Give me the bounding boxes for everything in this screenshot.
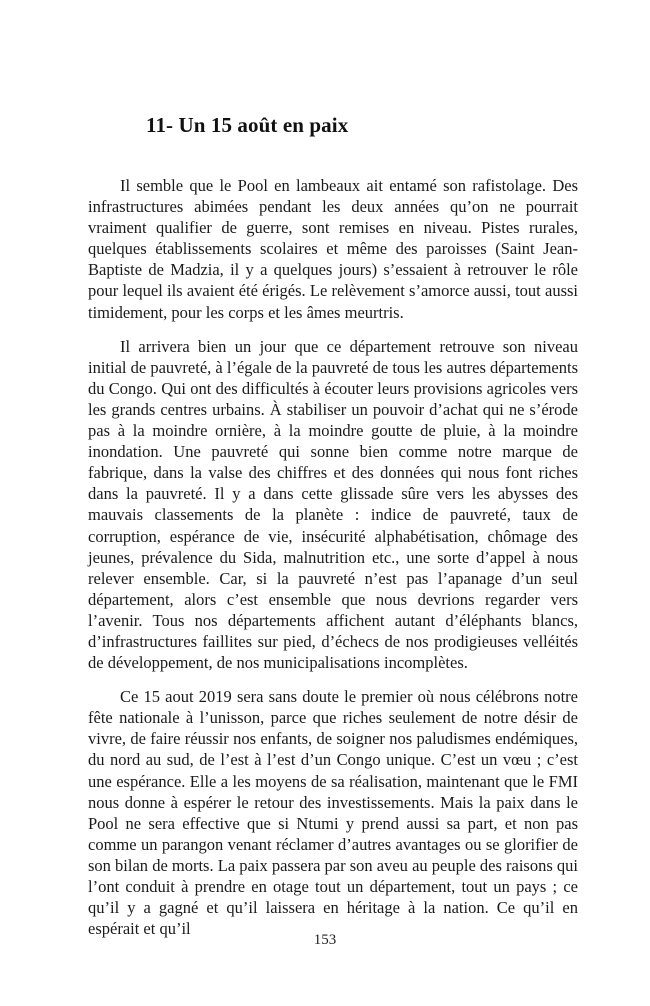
page-number: 153 [313, 932, 337, 948]
paragraph-1: Il semble que le Pool en lambeaux ait entamé son rafistolage. Des infrastructures abimées pendant les deux années qu’on ne pourrait vraiment qualifier de guerre, sont remises en niveau. Pistes rurales, quelques établissements scolaires et même des paroisses (Saint Jean-Baptiste de Madzia, il y a quelques jours) s’essaient à retrouver le rôle pour lequel ils avaient été érigés. Le relèvement s’amorce aussi, tout aussi timidement, pour les corps et les âmes meurtris. [88, 176, 578, 322]
chapter-heading: 11- Un 15 août en paix [146, 113, 349, 137]
paragraph-3: Ce 15 aout 2019 sera sans doute le premier où nous célébrons notre fête nationale à l’unisson, parce que riches seulement de notre désir de vivre, de faire réussir nos enfants, de soigner nos paludismes endémiques, du nord au sud, de l’est à l’est d’un Congo unique. C’est un vœu ; c’est une espérance. Elle a les moyens de sa réalisation, maintenant que le FMI nous donne à espérer le retour des investissements. Mais la paix dans le Pool ne sera effective que si Ntumi y prend aussi sa part, et non pas comme un parangon venant réclamer d’autres avantages ou se glorifier de son bilan de morts. La paix passera par son aveu au peuple des raisons qui l’ont conduit à prendre en otage tout un département, tout un pays ; ce qu’il y a gagné et qu’il laissera en héritage à la nation. Ce qu’il en espérait et qu’il [88, 687, 578, 939]
body-text [88, 175, 578, 952]
paragraph-2: Il arrivera bien un jour que ce département retrouve son niveau initial de pauvreté, à l’égale de la pauvreté de tous les autres départements du Congo. Qui ont des difficultés à écouter leurs provisions agricoles vers les grands centres urbains. À stabiliser un pouvoir d’achat qui ne s’érode pas à la moindre ornière, à la moindre goutte de pluie, à la moindre inondation. Une pauvreté qui sonne bien comme notre marque de fabrique, dans la valse des chiffres et des données qui nous font riches dans la pauvreté. Il y a dans cette glissade sûre vers les abysses des mauvais classements de la planète : indice de pauvreté, taux de corruption, espérance de vie, insécurité alphabétisation, chômage des jeunes, prévalence du Sida, malnutrition etc., une sorte d’appel à nous relever ensemble. Car, si la pauvreté n’est pas l’apanage d’un seul département, alors c’est ensemble que nous devrions regarder vers l’avenir. Tous nos départements affichent autant d’éléphants blancs, d’infrastructures faillites sur pied, d’échecs de nos prodigieuses velléités de développement, de nos municipalisations incomplètes. [88, 336, 578, 673]
